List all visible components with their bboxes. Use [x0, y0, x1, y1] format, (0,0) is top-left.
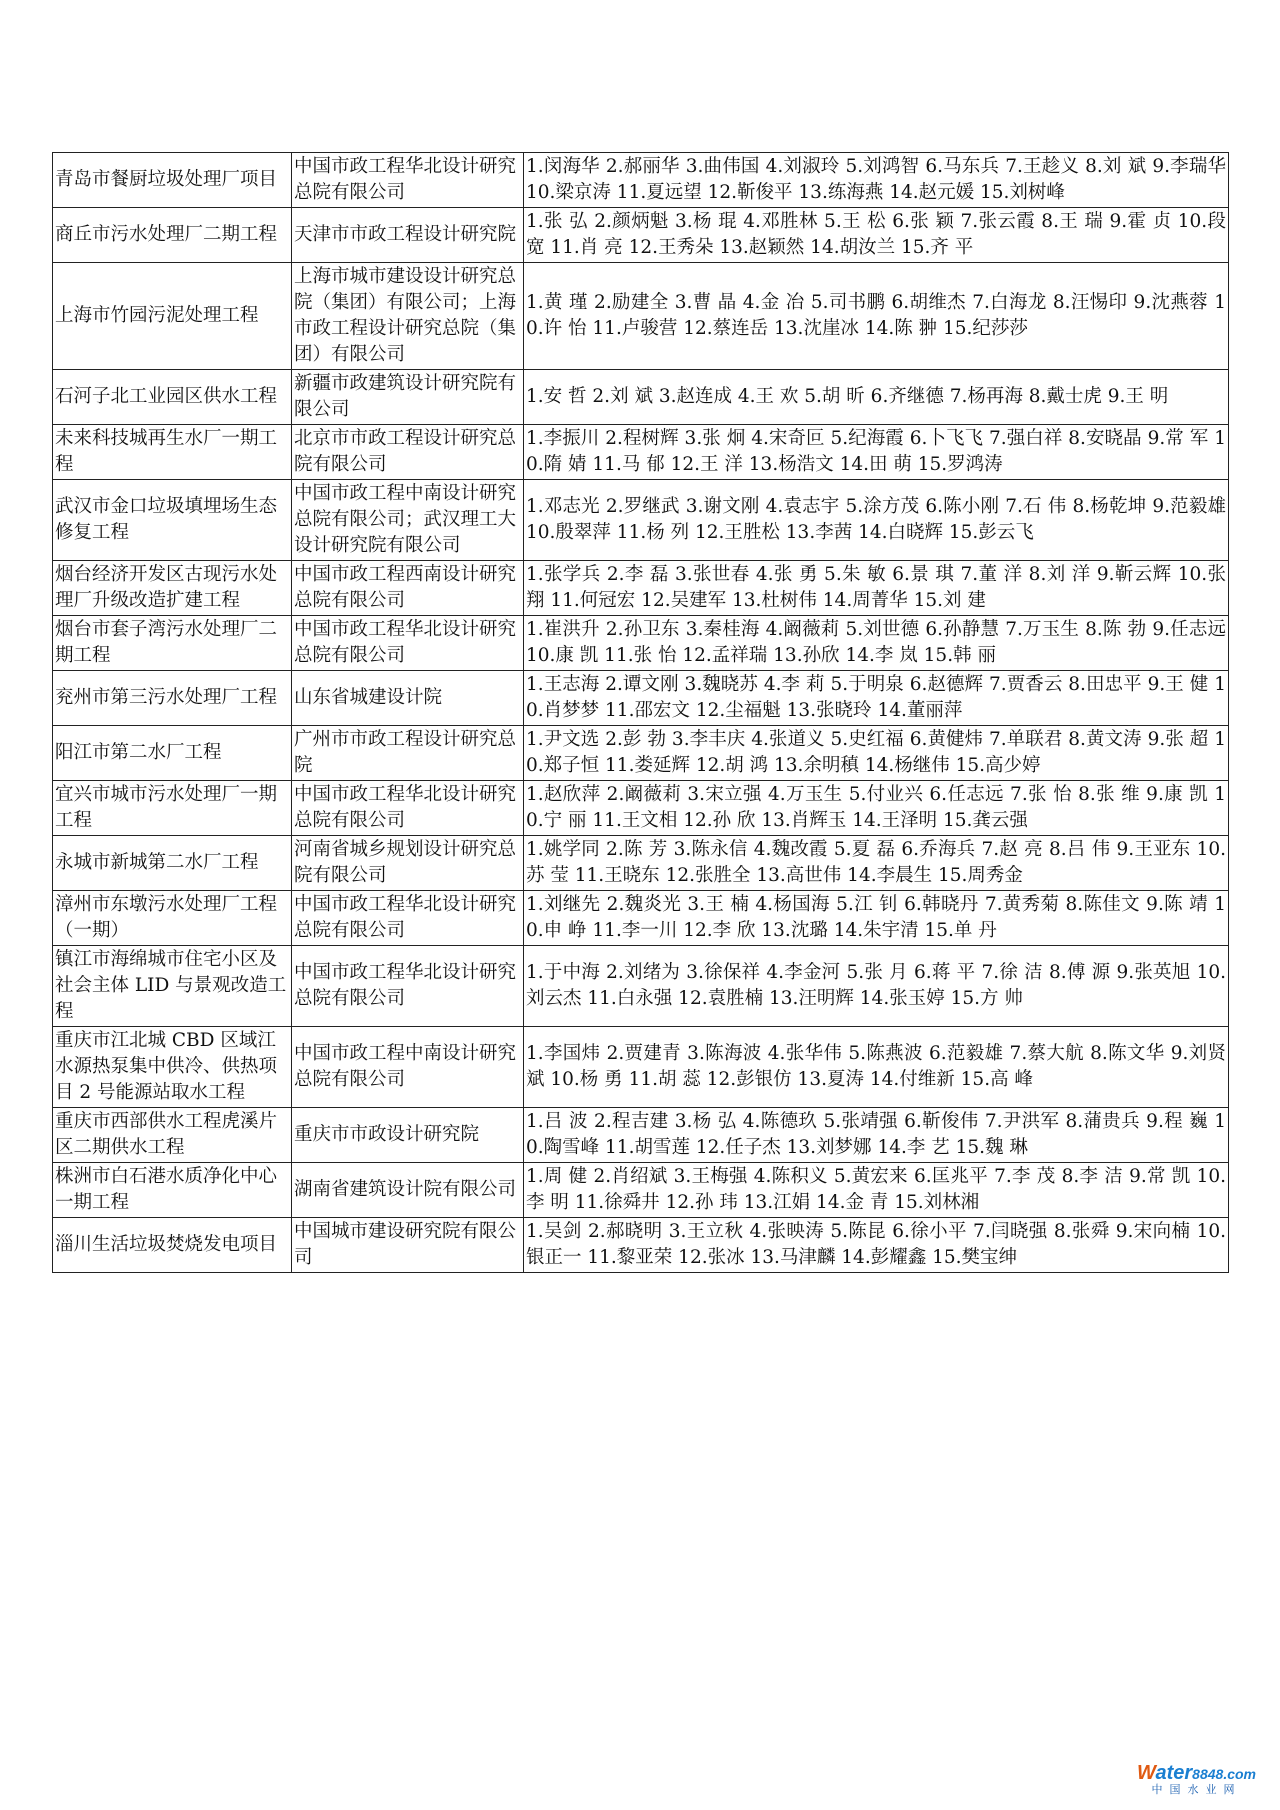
members-cell: 1.周 健 2.肖绍斌 3.王梅强 4.陈积义 5.黄宏来 6.匡兆平 7.李 茂 8.李 洁 9.常 凯 10.李 明 11.徐舜井 12.孙 玮 13.江娟 14.金 青 15.刘林湘	[524, 1163, 1229, 1218]
project-name-cell: 烟台市套子湾污水处理厂二期工程	[53, 616, 292, 671]
members-cell: 1.姚学同 2.陈 芳 3.陈永信 4.魏改霞 5.夏 磊 6.乔海兵 7.赵 亮 8.吕 伟 9.王亚东 10.苏 莹 11.王晓东 12.张胜全 13.高世伟 14.李晨生 15.周秀金	[524, 836, 1229, 891]
design-unit-cell: 中国市政工程中南设计研究总院有限公司；武汉理工大设计研究院有限公司	[292, 480, 524, 561]
table-row	[53, 836, 1229, 891]
design-unit-cell: 中国市政工程华北设计研究总院有限公司	[292, 153, 524, 208]
project-name-cell: 淄川生活垃圾焚烧发电项目	[53, 1218, 292, 1273]
members-cell: 1.闵海华 2.郝丽华 3.曲伟国 4.刘淑玲 5.刘鸿智 6.马东兵 7.王趁义 8.刘 斌 9.李瑞华 10.梁京涛 11.夏远望 12.靳俊平 13.练海燕 14.赵元媛 15.刘树峰	[524, 153, 1229, 208]
design-unit-cell: 重庆市市政设计研究院	[292, 1108, 524, 1163]
table-row	[53, 561, 1229, 616]
design-unit-cell: 广州市市政工程设计研究总院	[292, 726, 524, 781]
project-name-cell: 镇江市海绵城市住宅小区及社会主体 LID 与景观改造工程	[53, 946, 292, 1027]
project-name-cell: 青岛市餐厨垃圾处理厂项目	[53, 153, 292, 208]
project-name-cell: 兖州市第三污水处理厂工程	[53, 671, 292, 726]
members-cell: 1.张 弘 2.颜炳魁 3.杨 琨 4.邓胜林 5.王 松 6.张 颖 7.张云霞 8.王 瑞 9.霍 贞 10.段 宽 11.肖 亮 12.王秀朵 13.赵颖然 14.胡汝兰 15.齐 平	[524, 208, 1229, 263]
table-row	[53, 726, 1229, 781]
table-row	[53, 153, 1229, 208]
members-cell: 1.邓志光 2.罗继武 3.谢文刚 4.袁志宇 5.涂方茂 6.陈小刚 7.石 伟 8.杨乾坤 9.范毅雄 10.殷翠萍 11.杨 列 12.王胜松 13.李茜 14.白晓辉 15.彭云飞	[524, 480, 1229, 561]
table-row	[53, 370, 1229, 425]
design-unit-cell: 中国市政工程西南设计研究总院有限公司	[292, 561, 524, 616]
members-cell: 1.李国炜 2.贾建青 3.陈海波 4.张华伟 5.陈燕波 6.范毅雄 7.蔡大航 8.陈文华 9.刘贤斌 10.杨 勇 11.胡 蕊 12.彭银仿 13.夏涛 14.付维新 15.高 峰	[524, 1027, 1229, 1108]
table-row	[53, 1027, 1229, 1108]
project-name-cell: 漳州市东墩污水处理厂工程（一期）	[53, 891, 292, 946]
design-unit-cell: 中国市政工程中南设计研究总院有限公司	[292, 1027, 524, 1108]
award-table	[52, 152, 1229, 1273]
design-unit-cell: 上海市城市建设设计研究总院（集团）有限公司；上海市政工程设计研究总院（集团）有限公司	[292, 263, 524, 370]
table-row	[53, 425, 1229, 480]
project-name-cell: 石河子北工业园区供水工程	[53, 370, 292, 425]
table-row	[53, 208, 1229, 263]
design-unit-cell: 新疆市政建筑设计研究院有限公司	[292, 370, 524, 425]
table-row	[53, 1108, 1229, 1163]
members-cell: 1.安 哲 2.刘 斌 3.赵连成 4.王 欢 5.胡 昕 6.齐继德 7.杨再海 8.戴士虎 9.王 明	[524, 370, 1229, 425]
design-unit-cell: 中国市政工程华北设计研究总院有限公司	[292, 616, 524, 671]
members-cell: 1.刘继先 2.魏炎光 3.王 楠 4.杨国海 5.江 钊 6.韩晓丹 7.黄秀菊 8.陈佳文 9.陈 靖 10.申 峥 11.李一川 12.李 欣 13.沈璐 14.朱宇清 15.单 丹	[524, 891, 1229, 946]
members-cell: 1.张学兵 2.李 磊 3.张世春 4.张 勇 5.朱 敏 6.景 琪 7.董 洋 8.刘 洋 9.靳云辉 10.张 翔 11.何冠宏 12.吴建军 13.杜树伟 14.周菁华 15.刘 建	[524, 561, 1229, 616]
design-unit-cell: 中国市政工程华北设计研究总院有限公司	[292, 946, 524, 1027]
project-name-cell: 永城市新城第二水厂工程	[53, 836, 292, 891]
table-row	[53, 781, 1229, 836]
project-name-cell: 武汉市金口垃圾填埋场生态修复工程	[53, 480, 292, 561]
watermark-brand: Water8848.com	[1136, 1761, 1256, 1784]
watermark-subtitle: 中国水业网	[1151, 1783, 1242, 1796]
members-cell: 1.吕 波 2.程吉建 3.杨 弘 4.陈德玖 5.张靖强 6.靳俊伟 7.尹洪军 8.蒲贵兵 9.程 巍 10.陶雪峰 11.胡雪莲 12.任子杰 13.刘梦娜 14.李 艺 15.魏 琳	[524, 1108, 1229, 1163]
table-row	[53, 480, 1229, 561]
watermark-logo	[1137, 1762, 1256, 1796]
table-row	[53, 616, 1229, 671]
design-unit-cell: 河南省城乡规划设计研究总院有限公司	[292, 836, 524, 891]
table-row	[53, 946, 1229, 1027]
members-cell: 1.黄 瑾 2.励建全 3.曹 晶 4.金 冶 5.司书鹏 6.胡维杰 7.白海龙 8.汪惕印 9.沈燕蓉 10.许 怡 11.卢骏营 12.蔡连岳 13.沈崖冰 14.陈 翀 15.纪莎莎	[524, 263, 1229, 370]
members-cell: 1.于中海 2.刘绪为 3.徐保祥 4.李金河 5.张 月 6.蒋 平 7.徐 洁 8.傅 源 9.张英旭 10.刘云杰 11.白永强 12.袁胜楠 13.汪明辉 14.张玉婷 15.方 帅	[524, 946, 1229, 1027]
project-name-cell: 商丘市污水处理厂二期工程	[53, 208, 292, 263]
members-cell: 1.赵欣萍 2.阚薇莉 3.宋立强 4.万玉生 5.付业兴 6.任志远 7.张 怡 8.张 维 9.康 凯 10.宁 丽 11.王文相 12.孙 欣 13.肖辉玉 14.王泽明 15.龚云强	[524, 781, 1229, 836]
table-row	[53, 671, 1229, 726]
design-unit-cell: 中国市政工程华北设计研究总院有限公司	[292, 781, 524, 836]
project-name-cell: 阳江市第二水厂工程	[53, 726, 292, 781]
table-row	[53, 1163, 1229, 1218]
table-row	[53, 263, 1229, 370]
design-unit-cell: 中国市政工程华北设计研究总院有限公司	[292, 891, 524, 946]
members-cell: 1.崔洪升 2.孙卫东 3.秦桂海 4.阚薇莉 5.刘世德 6.孙静慧 7.万玉生 8.陈 勃 9.任志远 10.康 凯 11.张 怡 12.孟祥瑞 13.孙欣 14.李 岚 15.韩 丽	[524, 616, 1229, 671]
project-name-cell: 重庆市西部供水工程虎溪片区二期供水工程	[53, 1108, 292, 1163]
project-name-cell: 烟台经济开发区古现污水处理厂升级改造扩建工程	[53, 561, 292, 616]
members-cell: 1.王志海 2.谭文刚 3.魏晓苏 4.李 莉 5.于明泉 6.赵德辉 7.贾香云 8.田忠平 9.王 健 10.肖梦梦 11.邵宏文 12.尘福魁 13.张晓玲 14.董丽萍	[524, 671, 1229, 726]
design-unit-cell: 中国城市建设研究院有限公司	[292, 1218, 524, 1273]
project-name-cell: 未来科技城再生水厂一期工程	[53, 425, 292, 480]
table-row	[53, 891, 1229, 946]
design-unit-cell: 天津市市政工程设计研究院	[292, 208, 524, 263]
project-name-cell: 重庆市江北城 CBD 区域江水源热泵集中供冷、供热项目 2 号能源站取水工程	[53, 1027, 292, 1108]
project-name-cell: 宜兴市城市污水处理厂一期工程	[53, 781, 292, 836]
members-cell: 1.李振川 2.程树辉 3.张 炯 4.宋奇叵 5.纪海霞 6.卜飞飞 7.强白祥 8.安晓晶 9.常 军 10.隋 婧 11.马 郁 12.王 洋 13.杨浩文 14.田 萌 15.罗鸿涛	[524, 425, 1229, 480]
table-row	[53, 1218, 1229, 1273]
project-name-cell: 株洲市白石港水质净化中心一期工程	[53, 1163, 292, 1218]
design-unit-cell: 山东省城建设计院	[292, 671, 524, 726]
members-cell: 1.尹文选 2.彭 勃 3.李丰庆 4.张道义 5.史红福 6.黄健炜 7.单联君 8.黄文涛 9.张 超 10.郑子恒 11.娄延辉 12.胡 鸿 13.余明稹 14.杨继伟 15.高少婷	[524, 726, 1229, 781]
members-cell: 1.吴剑 2.郝晓明 3.王立秋 4.张映涛 5.陈昆 6.徐小平 7.闫晓强 8.张舜 9.宋向楠 10.银正一 11.黎亚荣 12.张冰 13.马津麟 14.彭耀鑫 15.樊宝绅	[524, 1218, 1229, 1273]
design-unit-cell: 湖南省建筑设计院有限公司	[292, 1163, 524, 1218]
design-unit-cell: 北京市市政工程设计研究总院有限公司	[292, 425, 524, 480]
project-name-cell: 上海市竹园污泥处理工程	[53, 263, 292, 370]
award-table-body	[53, 153, 1229, 1273]
